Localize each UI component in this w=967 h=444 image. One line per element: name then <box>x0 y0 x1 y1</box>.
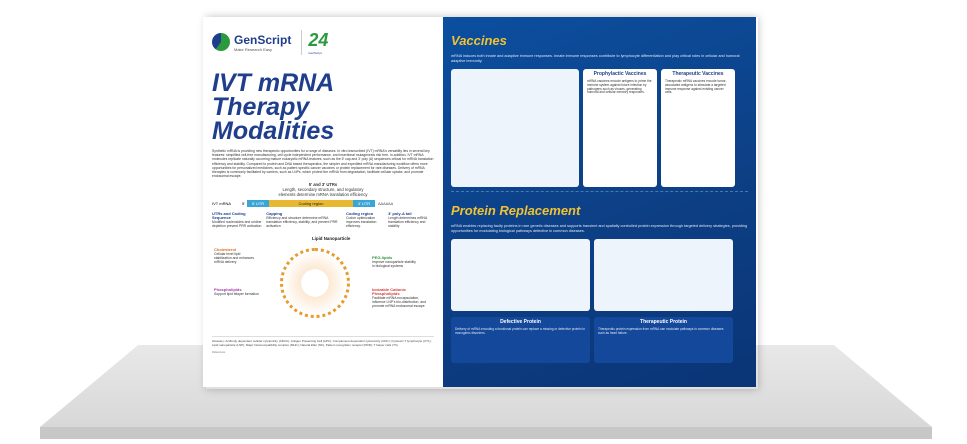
defective-protein-card <box>451 317 590 363</box>
mrna-structure-diagram <box>212 199 434 208</box>
feature-title: Capping <box>266 211 283 217</box>
anniversary-badge <box>301 30 328 55</box>
lnp-title: Lipid Nanoparticle <box>312 236 351 242</box>
therapeutic-protein-card <box>594 317 733 363</box>
protein-replacement-intro: mRNA enables replacing faulty proteins in rare genetic diseases and supports transient and spatially controlled protein expression through targeted delivery strategies, providing opportunities for modulating biological pathways defective in common diseases. <box>451 224 748 233</box>
defective-protein-text: Delivery of mRNA encoding a functional protein can replace a missing or defective protein in monogenic disorders. <box>455 327 585 335</box>
feature-title: Coding region <box>346 211 374 217</box>
vaccines-intro: mRNA induces both innate and adaptive immune responses. Innate immune responses contribute to lymphocyte differentiation and play critical roles in cellular and humoral adaptive immunity. <box>451 54 740 63</box>
utr-heading-title: 5' and 3' UTRs <box>308 182 338 188</box>
feature-column <box>388 212 434 228</box>
utr-heading-text-1: Length, secondary structure, and regulatory <box>282 187 364 193</box>
ionizable-lipids-title: Ionizable Cationic Phospholipids <box>372 287 407 297</box>
therapeutic-vaccines-title: Therapeutic Vaccines <box>672 71 724 78</box>
feature-column <box>212 212 263 228</box>
ionizable-lipids-text: Facilitate mRNA encapsulation, influence LNP's bio-distribution, and promote mRNA endosomal escape <box>372 296 426 309</box>
poster-left-panel <box>203 17 443 387</box>
brand-logo <box>212 27 434 57</box>
phospholipids-caption <box>214 288 259 296</box>
lipid-nanoparticle-illustration <box>280 248 350 318</box>
utr5-segment: 5' UTR <box>247 200 269 207</box>
defective-protein-illustration <box>451 239 590 311</box>
anniversary-number: 24 <box>308 29 329 50</box>
utr-heading-text-2: elements determine mRNA translation efficiency <box>278 191 368 197</box>
utr3-segment: 3' UTR <box>353 200 375 207</box>
peg-lipids-caption <box>372 256 417 268</box>
poly-a-tail: AAAAAA <box>378 201 394 206</box>
protein-replacement-title: Protein Replacement <box>451 203 581 219</box>
mrna-feature-columns <box>212 212 434 228</box>
therapeutic-protein-text: Therapeutic protein expression from mRNA can modulate pathways in common diseases such as heart failure. <box>598 327 724 335</box>
prophylactic-vaccines-card <box>583 69 657 187</box>
title-line-2: Modalities <box>212 117 335 145</box>
cholesterol-caption <box>214 248 259 264</box>
brand-tagline: Make Research Easy <box>234 46 273 52</box>
poster-right-panel <box>443 17 756 387</box>
coding-region-segment: Coding region <box>269 200 353 207</box>
utr-heading <box>212 183 434 197</box>
vaccine-immune-illustration <box>451 69 579 187</box>
intro-paragraph: Synthetic mRNA is providing new therapeutic opportunities for a range of diseases. In vitro transcribed (IVT) mRNA's versatility lies in several key features: simplified cell-free manufacturing, cell cycle independent performance, and insertional mutagenesis risk free. In addition, IVT mRNA molecules replicate naturally occurring mature eukaryotic mRNA features, such as the 5' cap and 3' poly (A) sequences critical for mRNA translation efficiency and stability. Compared to protein and DNA based therapeutics, the simpler and expedited mRNA manufacturing workflow offers more opportunities for personalized medicines, such as patient specific cancer vaccines or protein replacement for rare diseases. Delivery of mRNA therapies is commonly facilitated by carriers, such as LNPs, which protect the mRNA from degradation, facilitate cellular uptake, and promote endosomal escape. <box>212 149 434 179</box>
feature-title: 3' poly-A tail <box>388 211 412 217</box>
mrna-wave-divider <box>451 191 748 195</box>
peg-lipids-text: Improve nanoparticle stability in biological systems <box>372 260 416 269</box>
brand-name: GenScript <box>234 32 292 47</box>
feature-text: Efficiency and structure determine mRNA translation efficiency, stability, and prevent PRR activation <box>266 216 338 229</box>
feature-title: UTRs and Coding Sequence <box>212 211 246 221</box>
cholesterol-title: Cholesterol <box>214 247 237 253</box>
mrna-label: IVT mRNA <box>212 201 232 207</box>
display-platform-edge <box>40 427 932 439</box>
protein-text-row <box>451 317 748 363</box>
feature-text: Modified nucleosides and uridine depletion prevent PRR activation <box>212 220 262 229</box>
prophylactic-title: Prophylactic Vaccines <box>593 71 647 78</box>
glossary: Glossary: Antibody dependent cellular cytotoxicity (ADCC); Antigen Presenting Cell (APC); Complement dependent cytotoxicity (CDC); Cytotoxic T lymphocyte (CTL); Lipid nanoparticle (LNP); Major histocompatibility complex (MHC); Natural killer (NK); Pattern recognition receptor (PRR); T helper cells (Th). <box>212 336 434 347</box>
page-title <box>212 71 434 143</box>
anniversary-sub: GenScript <box>308 50 322 55</box>
feature-column <box>266 212 343 228</box>
ionizable-lipids-caption <box>372 288 432 308</box>
phospholipids-text: Support lipid bilayer formation <box>214 292 259 297</box>
genscript-logo-icon <box>212 33 230 51</box>
therapeutic-protein-title: Therapeutic Protein <box>640 319 687 326</box>
defective-protein-title: Defective Protein <box>500 319 541 326</box>
feature-column <box>346 212 385 228</box>
feature-text: Codon optimization improves translation efficiency. <box>346 216 377 229</box>
lnp-diagram <box>212 234 434 332</box>
vaccines-row <box>451 69 748 187</box>
therapeutic-vaccines-text: Therapeutic mRNA vaccines encode tumor-associated antigens to stimulate a targeted immune response against existing cancer cells. <box>665 78 727 95</box>
peg-lipids-title: PEG-lipids <box>372 255 393 261</box>
prophylactic-text: mRNA vaccines encode antigens to prime the immune system against future infection by pathogens such as viruses, generating humoral and cellular memory responses. <box>587 78 652 95</box>
poster <box>203 17 756 387</box>
references: References <box>212 351 226 355</box>
protein-illustration-row <box>451 239 748 311</box>
cholesterol-text: Cellular level lipid stabilization and enhances mRNA delivery <box>214 252 254 265</box>
title-line-1: IVT mRNA Therapy <box>212 69 334 121</box>
therapeutic-vaccines-card <box>661 69 735 187</box>
phospholipids-title: Phospholipids <box>214 287 242 293</box>
therapeutic-protein-illustration <box>594 239 733 311</box>
five-prime-label: 5' <box>242 201 245 207</box>
feature-text: Length determines mRNA translation efficiency and stability <box>388 216 427 229</box>
vaccines-title: Vaccines <box>451 33 507 48</box>
